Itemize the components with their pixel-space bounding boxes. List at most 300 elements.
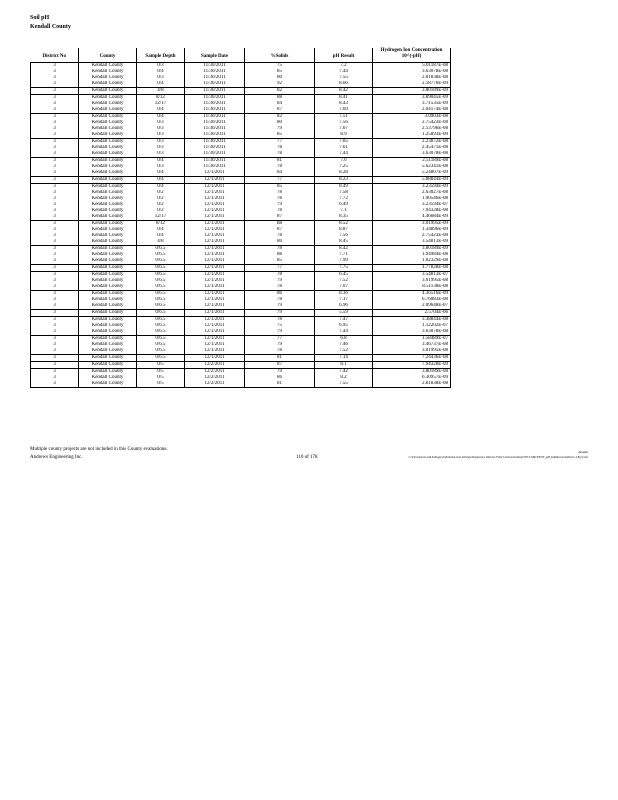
cell-district: 3	[31, 208, 79, 214]
footer-sheet-label: Kendall	[578, 450, 588, 454]
cell-hydrogen: 2.23872E-08	[373, 139, 451, 146]
cell-ph: 8.43	[315, 101, 373, 107]
cell-solids: 77	[245, 177, 315, 184]
cell-depth: 0/6.5	[137, 265, 185, 272]
cell-ph: 7.52	[315, 348, 373, 355]
cell-ph: 6.49	[315, 202, 373, 208]
cell-solids: 81	[245, 355, 315, 362]
cell-hydrogen: 1.94984E-08	[373, 252, 451, 258]
cell-date: 12/1/2011	[185, 265, 245, 272]
col-header-county: County	[79, 48, 137, 63]
cell-solids: 88	[245, 252, 315, 258]
cell-ph: 7.44	[315, 69, 373, 75]
cell-depth: 0/6.5	[137, 336, 185, 343]
cell-date: 12/1/2011	[185, 355, 245, 362]
table-body	[31, 63, 451, 388]
cell-hydrogen: 3.63078E-08	[373, 69, 451, 75]
cell-solids: 79	[245, 329, 315, 336]
cell-hydrogen: 1.25893E-09	[373, 132, 451, 139]
cell-county: Kendall County	[79, 233, 137, 239]
cell-hydrogen: 2.09648E-07	[373, 303, 451, 310]
cell-ph: 5.59	[315, 310, 373, 317]
cell-solids: 78	[245, 164, 315, 170]
cell-ph: 7.58	[315, 190, 373, 196]
cell-district: 3	[31, 164, 79, 170]
table-row	[31, 355, 451, 362]
soil-ph-table	[30, 48, 451, 388]
cell-hydrogen: 5.24807E-09	[373, 170, 451, 177]
table-header-row	[31, 48, 451, 63]
cell-county: Kendall County	[79, 355, 137, 362]
cell-hydrogen: 3.01995E-09	[373, 221, 451, 228]
cell-date: 12/1/2011	[185, 177, 245, 184]
cell-hydrogen: 2.13796E-08	[373, 126, 451, 132]
cell-district: 3	[31, 233, 79, 239]
cell-date: 12/1/2011	[185, 227, 245, 233]
cell-date: 11/30/2011	[185, 151, 245, 158]
cell-solids: 75	[245, 323, 315, 329]
cell-depth: 0/6.5	[137, 291, 185, 298]
cell-district: 3	[31, 202, 79, 208]
cell-date: 12/1/2011	[185, 323, 245, 329]
cell-date: 12/1/2011	[185, 342, 245, 348]
cell-ph: 7.44	[315, 151, 373, 158]
cell-depth: 0/4	[137, 177, 185, 184]
cell-hydrogen: 6.30957E-09	[373, 375, 451, 381]
cell-solids: 81	[245, 381, 315, 388]
cell-ph: 7.42	[315, 369, 373, 376]
cell-depth: 0/4	[137, 69, 185, 75]
cell-district: 3	[31, 381, 79, 388]
cell-depth: 0/6.5	[137, 252, 185, 258]
cell-solids: 77	[245, 336, 315, 343]
cell-ph: 7.25	[315, 164, 373, 170]
cell-solids: 81	[245, 158, 315, 165]
cell-depth: 0/3	[137, 139, 185, 146]
cell-county: Kendall County	[79, 291, 137, 298]
cell-hydrogen: 2.81838E-08	[373, 75, 451, 81]
cell-date: 12/1/2011	[185, 202, 245, 208]
cell-ph: 8.1	[315, 362, 373, 369]
cell-date: 12/1/2011	[185, 246, 245, 253]
cell-solids: 86	[245, 375, 315, 381]
cell-ph: 8.35	[315, 214, 373, 221]
cell-county: Kendall County	[79, 95, 137, 102]
cell-district: 3	[31, 375, 79, 381]
table-row	[31, 88, 451, 95]
report-county: Kendall County	[30, 24, 71, 30]
cell-hydrogen: 5.01187E-08	[373, 63, 451, 70]
cell-hydrogen: 2.5704E-06	[373, 310, 451, 317]
cell-county: Kendall County	[79, 158, 137, 165]
cell-county: Kendall County	[79, 139, 137, 146]
cell-hydrogen: 3.80189E-09	[373, 88, 451, 95]
cell-depth: 0/2	[137, 202, 185, 208]
cell-depth: 0/3	[137, 126, 185, 132]
cell-depth: 0/2	[137, 196, 185, 202]
cell-solids: 75	[245, 63, 315, 70]
cell-solids: 78	[245, 246, 315, 253]
cell-date: 11/30/2011	[185, 88, 245, 95]
cell-date: 12/1/2011	[185, 310, 245, 317]
cell-solids: 85	[245, 184, 315, 191]
cell-ph: 7.07	[315, 284, 373, 291]
cell-ph: 8.36	[315, 291, 373, 298]
cell-depth: 0/3	[137, 63, 185, 70]
cell-county: Kendall County	[79, 214, 137, 221]
cell-ph: 7.17	[315, 297, 373, 303]
cell-county: Kendall County	[79, 208, 137, 214]
cell-depth: 0/4	[137, 233, 185, 239]
cell-district: 3	[31, 177, 79, 184]
cell-hydrogen: 1.34896E-09	[373, 227, 451, 233]
cell-hydrogen: 4.36516E-09	[373, 291, 451, 298]
cell-district: 3	[31, 184, 79, 191]
footer-notes	[30, 446, 167, 462]
cell-district: 3	[31, 272, 79, 279]
cell-solids: 79	[245, 278, 315, 284]
cell-county: Kendall County	[79, 252, 137, 258]
cell-date: 12/1/2011	[185, 284, 245, 291]
cell-county: Kendall County	[79, 101, 137, 107]
table-row	[31, 265, 451, 272]
cell-solids: 87	[245, 362, 315, 369]
cell-county: Kendall County	[79, 381, 137, 388]
col-header-date: Sample Date	[185, 48, 245, 63]
cell-date: 11/30/2011	[185, 101, 245, 107]
cell-solids: 78	[245, 196, 315, 202]
cell-ph: 7.75	[315, 265, 373, 272]
cell-date: 12/1/2011	[185, 297, 245, 303]
cell-district: 3	[31, 132, 79, 139]
cell-ph: 7.51	[315, 114, 373, 121]
cell-hydrogen: 2.04174E-08	[373, 107, 451, 114]
cell-date: 12/1/2011	[185, 214, 245, 221]
cell-county: Kendall County	[79, 170, 137, 177]
cell-solids: 78	[245, 284, 315, 291]
cell-district: 3	[31, 297, 79, 303]
cell-date: 12/1/2011	[185, 190, 245, 196]
cell-solids: 84	[245, 101, 315, 107]
cell-ph: 7.55	[315, 381, 373, 388]
footer-note-1: Multiple county projects are not included in this County evaluations.	[30, 447, 168, 452]
cell-date: 12/2/2011	[185, 362, 245, 369]
cell-depth: 0/6.5	[137, 297, 185, 303]
cell-date: 12/1/2011	[185, 348, 245, 355]
cell-solids: 77	[245, 139, 315, 146]
cell-solids: 84	[245, 170, 315, 177]
cell-county: Kendall County	[79, 369, 137, 376]
cell-hydrogen: 1.90546E-08	[373, 196, 451, 202]
cell-ph: 7.67	[315, 126, 373, 132]
cell-district: 3	[31, 252, 79, 258]
cell-date: 12/1/2011	[185, 336, 245, 343]
cell-date: 11/30/2011	[185, 164, 245, 170]
cell-solids: 78	[245, 190, 315, 196]
cell-hydrogen: 3.46737E-08	[373, 342, 451, 348]
cell-county: Kendall County	[79, 348, 137, 355]
cell-date: 12/1/2011	[185, 272, 245, 279]
cell-solids: 85	[245, 132, 315, 139]
cell-district: 3	[31, 126, 79, 132]
cell-depth: 0/6.5	[137, 246, 185, 253]
cell-hydrogen: 3.01995E-08	[373, 278, 451, 284]
cell-ph: 7.52	[315, 278, 373, 284]
cell-county: Kendall County	[79, 362, 137, 369]
cell-depth: 0/6.5	[137, 303, 185, 310]
cell-ph: 7.72	[315, 196, 373, 202]
cell-hydrogen: 3.89045E-09	[373, 95, 451, 102]
cell-county: Kendall County	[79, 107, 137, 114]
cell-hydrogen: 1.58489E-07	[373, 336, 451, 343]
cell-district: 3	[31, 342, 79, 348]
cell-ph: 7.2	[315, 63, 373, 70]
cell-district: 3	[31, 246, 79, 253]
cell-county: Kendall County	[79, 239, 137, 246]
cell-county: Kendall County	[79, 196, 137, 202]
cell-depth: 0/2	[137, 208, 185, 214]
cell-district: 3	[31, 348, 79, 355]
cell-county: Kendall County	[79, 184, 137, 191]
cell-ph: 7.55	[315, 75, 373, 81]
cell-hydrogen: 3.54813E-09	[373, 239, 451, 246]
col-header-solids: %Solids	[245, 48, 315, 63]
cell-solids: 86	[245, 291, 315, 298]
cell-county: Kendall County	[79, 177, 137, 184]
cell-solids: 87	[245, 227, 315, 233]
cell-hydrogen: 3.0903E-08	[373, 114, 451, 121]
cell-depth: 4/8	[137, 88, 185, 95]
cell-solids: 78	[245, 272, 315, 279]
cell-hydrogen: 5.88844E-09	[373, 177, 451, 184]
cell-county: Kendall County	[79, 278, 137, 284]
col-header-district: District No	[31, 48, 79, 63]
cell-date: 12/1/2011	[185, 221, 245, 228]
cell-hydrogen: 3.23594E-07	[373, 202, 451, 208]
cell-solids: 87	[245, 214, 315, 221]
cell-hydrogen: 7.94328E-08	[373, 208, 451, 214]
col-header-hydrogen-line1: Hydrogen Ion Concentration	[380, 48, 443, 53]
data-sheet	[30, 48, 450, 388]
cell-county: Kendall County	[79, 151, 137, 158]
footer-file-info	[330, 450, 588, 460]
cell-solids: 92	[245, 81, 315, 88]
cell-date: 12/2/2011	[185, 375, 245, 381]
cell-ph: 7.6	[315, 158, 373, 165]
cell-depth: 4/8	[137, 239, 185, 246]
cell-solids: 86	[245, 239, 315, 246]
cell-ph: 7.99	[315, 258, 373, 265]
cell-date: 12/1/2011	[185, 278, 245, 284]
cell-county: Kendall County	[79, 297, 137, 303]
cell-county: Kendall County	[79, 329, 137, 336]
cell-depth: 0/3	[137, 120, 185, 126]
cell-ph: 8.28	[315, 170, 373, 177]
cell-hydrogen: 1.77828E-08	[373, 265, 451, 272]
cell-ph: 7.44	[315, 329, 373, 336]
page-number: 110 of 178	[296, 455, 318, 460]
cell-ph: 6.95	[315, 323, 373, 329]
cell-date: 11/30/2011	[185, 139, 245, 146]
cell-solids: 85	[245, 258, 315, 265]
table-row	[31, 381, 451, 388]
col-header-depth: Sample Depth	[137, 48, 185, 63]
cell-solids: 82	[245, 88, 315, 95]
cell-district: 3	[31, 63, 79, 70]
cell-district: 3	[31, 88, 79, 95]
cell-date: 12/2/2011	[185, 369, 245, 376]
cell-hydrogen: 2.45471E-08	[373, 145, 451, 151]
cell-county: Kendall County	[79, 342, 137, 348]
cell-district: 3	[31, 75, 79, 81]
cell-solids: 79	[245, 126, 315, 132]
cell-date: 12/1/2011	[185, 170, 245, 177]
cell-district: 3	[31, 355, 79, 362]
cell-district: 3	[31, 145, 79, 151]
cell-district: 3	[31, 317, 79, 324]
cell-county: Kendall County	[79, 265, 137, 272]
cell-depth: 0/4	[137, 107, 185, 114]
cell-district: 3	[31, 291, 79, 298]
cell-depth: 0/4	[137, 227, 185, 233]
cell-district: 3	[31, 139, 79, 146]
cell-county: Kendall County	[79, 303, 137, 310]
cell-date: 11/30/2011	[185, 63, 245, 70]
cell-solids: 82	[245, 114, 315, 121]
cell-district: 3	[31, 227, 79, 233]
cell-hydrogen: 8.51138E-08	[373, 284, 451, 291]
cell-date: 12/1/2011	[185, 196, 245, 202]
cell-depth: 0/4	[137, 81, 185, 88]
cell-ph: 7.56	[315, 120, 373, 126]
cell-depth: 0/3	[137, 164, 185, 170]
table-row	[31, 310, 451, 317]
cell-district: 3	[31, 214, 79, 221]
cell-date: 11/30/2011	[185, 120, 245, 126]
cell-county: Kendall County	[79, 126, 137, 132]
cell-county: Kendall County	[79, 317, 137, 324]
cell-ph: 6.8	[315, 336, 373, 343]
cell-date: 12/1/2011	[185, 233, 245, 239]
cell-date: 11/30/2011	[185, 107, 245, 114]
cell-depth: 0/4	[137, 170, 185, 177]
cell-ph: 8.66	[315, 81, 373, 88]
cell-depth: 0/5	[137, 375, 185, 381]
cell-solids: 78	[245, 348, 315, 355]
cell-depth: 0/6.5	[137, 272, 185, 279]
cell-county: Kendall County	[79, 164, 137, 170]
cell-depth: 0/4	[137, 184, 185, 191]
cell-depth: 0/6.5	[137, 323, 185, 329]
cell-ph: 7.1	[315, 208, 373, 214]
cell-depth: 0/6.5	[137, 317, 185, 324]
cell-district: 3	[31, 323, 79, 329]
cell-district: 3	[31, 336, 79, 343]
cell-district: 3	[31, 170, 79, 177]
cell-hydrogen: 2.81838E-08	[373, 381, 451, 388]
cell-hydrogen: 4.46684E-09	[373, 214, 451, 221]
cell-district: 3	[31, 196, 79, 202]
cell-district: 3	[31, 265, 79, 272]
cell-solids: 78	[245, 317, 315, 324]
cell-hydrogen: 3.54813E-07	[373, 272, 451, 279]
cell-ph: 8.45	[315, 239, 373, 246]
cell-hydrogen: 2.75423E-08	[373, 120, 451, 126]
cell-ph: 7.47	[315, 317, 373, 324]
cell-date: 12/1/2011	[185, 291, 245, 298]
report-title: Soil pH	[30, 15, 50, 21]
table-row	[31, 362, 451, 369]
cell-county: Kendall County	[79, 221, 137, 228]
cell-date: 12/1/2011	[185, 252, 245, 258]
cell-date: 12/1/2011	[185, 208, 245, 214]
report-title-block	[30, 14, 71, 32]
cell-depth: 0/5	[137, 381, 185, 388]
cell-hydrogen: 3.80189E-08	[373, 369, 451, 376]
cell-district: 3	[31, 221, 79, 228]
cell-solids: 80	[245, 120, 315, 126]
cell-date: 12/1/2011	[185, 329, 245, 336]
cell-district: 3	[31, 303, 79, 310]
cell-district: 3	[31, 362, 79, 369]
cell-hydrogen: 3.80189E-09	[373, 246, 451, 253]
cell-date: 11/30/2011	[185, 114, 245, 121]
cell-date: 12/2/2011	[185, 381, 245, 388]
cell-ph: 8.87	[315, 227, 373, 233]
cell-depth: 12/17	[137, 101, 185, 107]
cell-solids: 78	[245, 233, 315, 239]
cell-hydrogen: 3.38844E-08	[373, 317, 451, 324]
table-row	[31, 177, 451, 184]
cell-ph: 8.9	[315, 132, 373, 139]
cell-hydrogen: 3.71535E-09	[373, 101, 451, 107]
cell-ph: 8.42	[315, 246, 373, 253]
cell-depth: 0/6.5	[137, 284, 185, 291]
cell-district: 3	[31, 114, 79, 121]
cell-depth: 8/12	[137, 95, 185, 102]
cell-ph: 7.56	[315, 233, 373, 239]
cell-county: Kendall County	[79, 336, 137, 343]
cell-hydrogen: 3.63078E-08	[373, 151, 451, 158]
cell-district: 3	[31, 310, 79, 317]
cell-hydrogen: 1.02329E-08	[373, 258, 451, 265]
col-header-hydrogen	[373, 48, 451, 63]
cell-county: Kendall County	[79, 202, 137, 208]
cell-date: 12/1/2011	[185, 239, 245, 246]
cell-date: 11/30/2011	[185, 145, 245, 151]
cell-district: 3	[31, 190, 79, 196]
cell-district: 3	[31, 239, 79, 246]
cell-ph: 8.42	[315, 88, 373, 95]
cell-county: Kendall County	[79, 69, 137, 75]
cell-depth: 0/5	[137, 362, 185, 369]
cell-depth: 0/6.5	[137, 310, 185, 317]
cell-solids: 88	[245, 95, 315, 102]
cell-ph: 8.41	[315, 95, 373, 102]
cell-county: Kendall County	[79, 310, 137, 317]
cell-depth: 0/5	[137, 369, 185, 376]
cell-district: 3	[31, 120, 79, 126]
cell-solids: 88	[245, 221, 315, 228]
cell-ph: 7.69	[315, 107, 373, 114]
footer-note-2: Andrews Engineering Inc.	[30, 455, 83, 460]
footer-file-path: C:\Documents and Settings\yhd\mimi\Local Settings\Temporary Internet Files\Content.Outlook\7NCCSM1Y\EXT_pH_DATA\soil Andrews 4 8(2).xlsx	[408, 455, 588, 459]
cell-district: 3	[31, 81, 79, 88]
cell-date: 11/30/2011	[185, 126, 245, 132]
cell-depth: 0/4	[137, 158, 185, 165]
cell-depth: 0/3	[137, 145, 185, 151]
cell-county: Kendall County	[79, 63, 137, 70]
